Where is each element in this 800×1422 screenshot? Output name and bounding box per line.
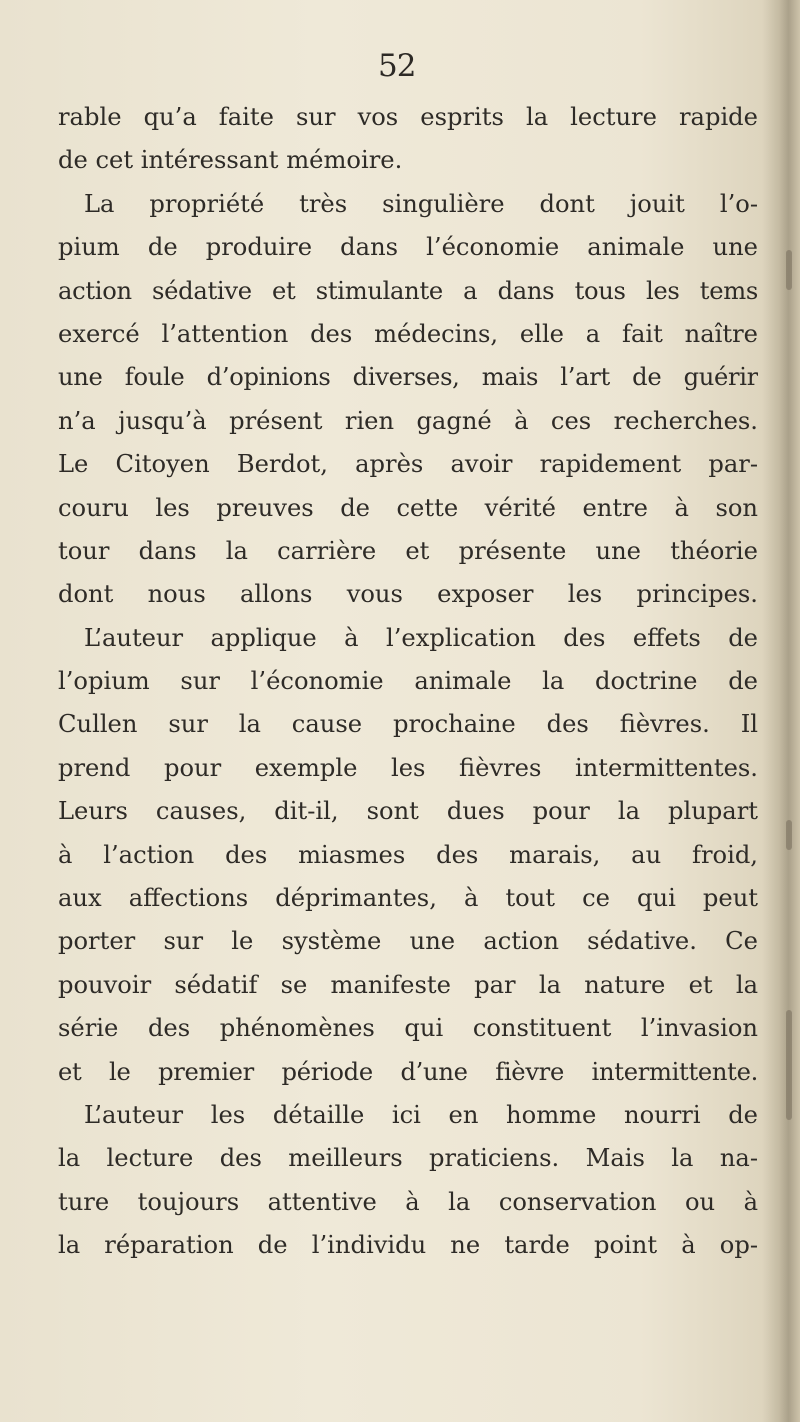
text-line: une foule d’opinions diverses, mais l’art de guérir (58, 363, 758, 392)
text-line: pium de produire dans l’économie animale une (58, 233, 758, 262)
text-line: porter sur le système une action sédative. Ce (58, 927, 758, 956)
text-line: l’opium sur l’économie animale la doctrine de (58, 667, 758, 696)
text-line: prend pour exemple les fièvres intermittentes. (58, 753, 758, 782)
text-line: L’auteur les détaille ici en homme nourri de (84, 1100, 758, 1129)
text-line: exercé l’attention des médecins, elle a fait naître (58, 319, 758, 348)
text-line: dont nous allons vous exposer les principes. (58, 580, 758, 609)
text-line: Leurs causes, dit-il, sont dues pour la plupart (58, 797, 758, 826)
margin-mark (786, 250, 792, 290)
text-line: n’a jusqu’à présent rien gagné à ces recherches. (58, 406, 758, 435)
text-line: série des phénomènes qui constituent l’invasion (58, 1014, 758, 1043)
page-edge-shadow (762, 0, 800, 1422)
text-line: tour dans la carrière et présente une théorie (58, 536, 758, 565)
margin-mark (786, 820, 792, 850)
text-line: La propriété très singulière dont jouit l’o- (84, 189, 758, 218)
text-line: la lecture des meilleurs praticiens. Mais la na- (58, 1144, 758, 1173)
text-line: pouvoir sédatif se manifeste par la nature et la (58, 970, 758, 999)
text-line: L’auteur applique à l’explication des effets de (84, 623, 758, 652)
page-number: 52 (378, 48, 416, 84)
text-line: rable qu’a faite sur vos esprits la lecture rapide (58, 103, 758, 131)
text-line: et le premier période d’une fièvre intermittente. (58, 1057, 758, 1086)
text-line: la réparation de l’individu ne tarde point à op- (58, 1231, 758, 1260)
text-line: action sédative et stimulante a dans tous les tems (58, 276, 758, 305)
text-line: Cullen sur la cause prochaine des fièvres. Il (58, 710, 758, 739)
text-line: de cet intéressant mémoire. (58, 146, 403, 175)
text-line: Le Citoyen Berdot, après avoir rapidement par- (58, 450, 758, 479)
text-line: à l’action des miasmes des marais, au froid, (58, 840, 758, 869)
margin-mark (786, 1010, 792, 1120)
text-line: couru les preuves de cette vérité entre à son (58, 493, 758, 522)
text-line: ture toujours attentive à la conservation ou à (58, 1187, 758, 1216)
text-line: aux affections déprimantes, à tout ce qui peut (58, 884, 758, 913)
body-text (58, 96, 758, 1268)
